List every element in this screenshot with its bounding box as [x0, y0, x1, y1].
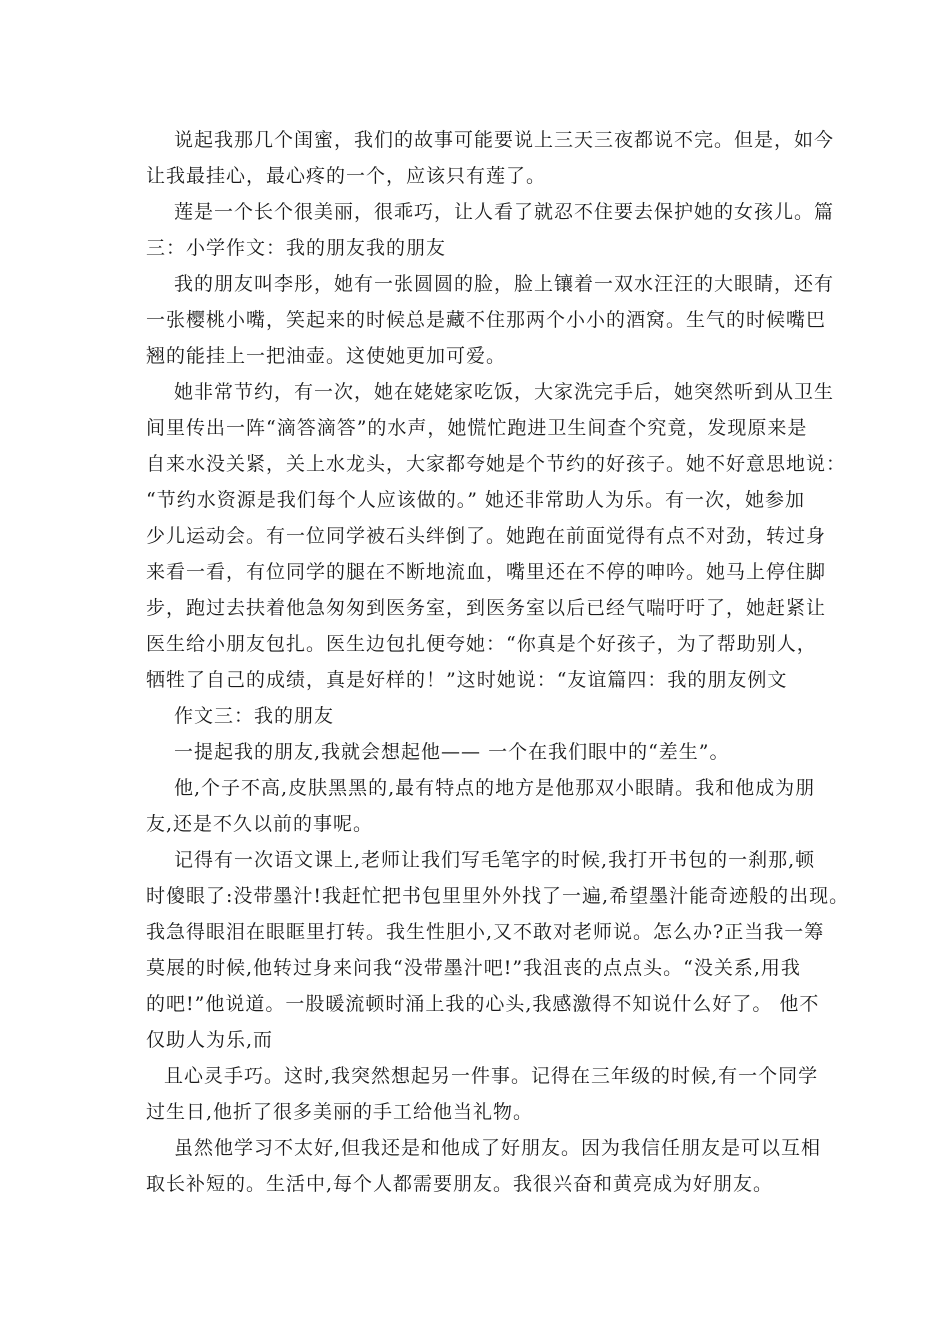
text-line: 他,个子不高,皮肤黑黑的,最有特点的地方是他那双小眼睛。我和他成为朋 [174, 777, 816, 799]
text-line: 莲是一个长个很美丽，很乖巧，让人看了就忍不住要去保护她的女孩儿。篇 [174, 201, 835, 223]
text-line: 她非常节约，有一次，她在姥姥家吃饭，大家洗完手后，她突然听到从卫生 [174, 381, 835, 403]
text-line: 让我最挂心，最心疼的一个，应该只有莲了。 [146, 165, 547, 187]
text-line: 取长补短的。生活中,每个人都需要朋友。我很兴奋和黄亮成为好朋友。 [146, 1173, 774, 1195]
text-line: 作文三：我的朋友 [174, 705, 335, 727]
text-line: 少儿运动会。有一位同学被石头绊倒了。她跑在前面觉得有点不对劲，转过身 [146, 525, 827, 547]
text-line: 翘的能挂上一把油壶。这使她更加可爱。 [146, 345, 507, 367]
text-line: 时傻眼了:没带墨汁!我赶忙把书包里里外外找了一遍,希望墨汁能奇迹般的出现。 [146, 885, 850, 907]
text-line: 来看一看，有位同学的腿在不断地流血，嘴里还在不停的呻吟。她马上停住脚 [146, 561, 827, 583]
text-line: 一张樱桃小嘴，笑起来的时候总是藏不住那两个小小的酒窝。生气的时候嘴巴 [146, 309, 827, 331]
text-line: 我的朋友叫李彤，她有一张圆圆的脸，脸上镶着一双水汪汪的大眼睛，还有 [174, 273, 835, 295]
text-line: 莫展的时候,他转过身来问我“没带墨汁吧!”我沮丧的点点头。“没关系,用我 [146, 957, 801, 979]
text-line: 且心灵手巧。这时,我突然想起另一件事。记得在三年级的时候,有一个同学 [164, 1065, 819, 1087]
text-line: 过生日,他折了很多美丽的手工给他当礼物。 [146, 1101, 534, 1123]
text-line: 的吧!”他说道。一股暖流顿时涌上我的心头,我感激得不知说什么好了。 他不 [146, 993, 820, 1015]
text-line: 三：小学作文：我的朋友我的朋友 [146, 237, 447, 259]
text-line: 一提起我的朋友,我就会想起他—— 一个在我们眼中的“差生”。 [174, 741, 730, 763]
text-line: 友,还是不久以前的事呢。 [146, 813, 374, 835]
text-line: 自来水没关紧，关上水龙头，大家都夸她是个节约的好孩子。她不好意思地说： [146, 453, 847, 475]
text-line: 仅助人为乐,而 [146, 1029, 274, 1051]
text-line: 步，跑过去扶着他急匆匆到医务室，到医务室以后已经气喘吁吁了，她赶紧让 [146, 597, 827, 619]
text-line: 说起我那几个闺蜜，我们的故事可能要说上三天三夜都说不完。但是，如今 [174, 129, 835, 151]
text-line: 医生给小朋友包扎。医生边包扎便夸她：“你真是个好孩子，为了帮助别人， [146, 633, 817, 655]
text-line: 牺牲了自己的成绩，真是好样的！”这时她说：“友谊篇四：我的朋友例文 [146, 669, 788, 691]
text-line: 间里传出一阵“滴答滴答”的水声，她慌忙跑进卫生间查个究竟，发现原来是 [146, 417, 808, 439]
text-line: 记得有一次语文课上,老师让我们写毛笔字的时候,我打开书包的一刹那,顿 [174, 849, 816, 871]
text-line: “节约水资源是我们每个人应该做的。” 她还非常助人为乐。有一次，她参加 [146, 489, 805, 511]
text-line: 我急得眼泪在眼眶里打转。我生性胆小,又不敢对老师说。怎么办?正当我一筹 [146, 921, 825, 943]
text-line: 虽然他学习不太好,但我还是和他成了好朋友。因为我信任朋友是可以互相 [174, 1137, 822, 1159]
